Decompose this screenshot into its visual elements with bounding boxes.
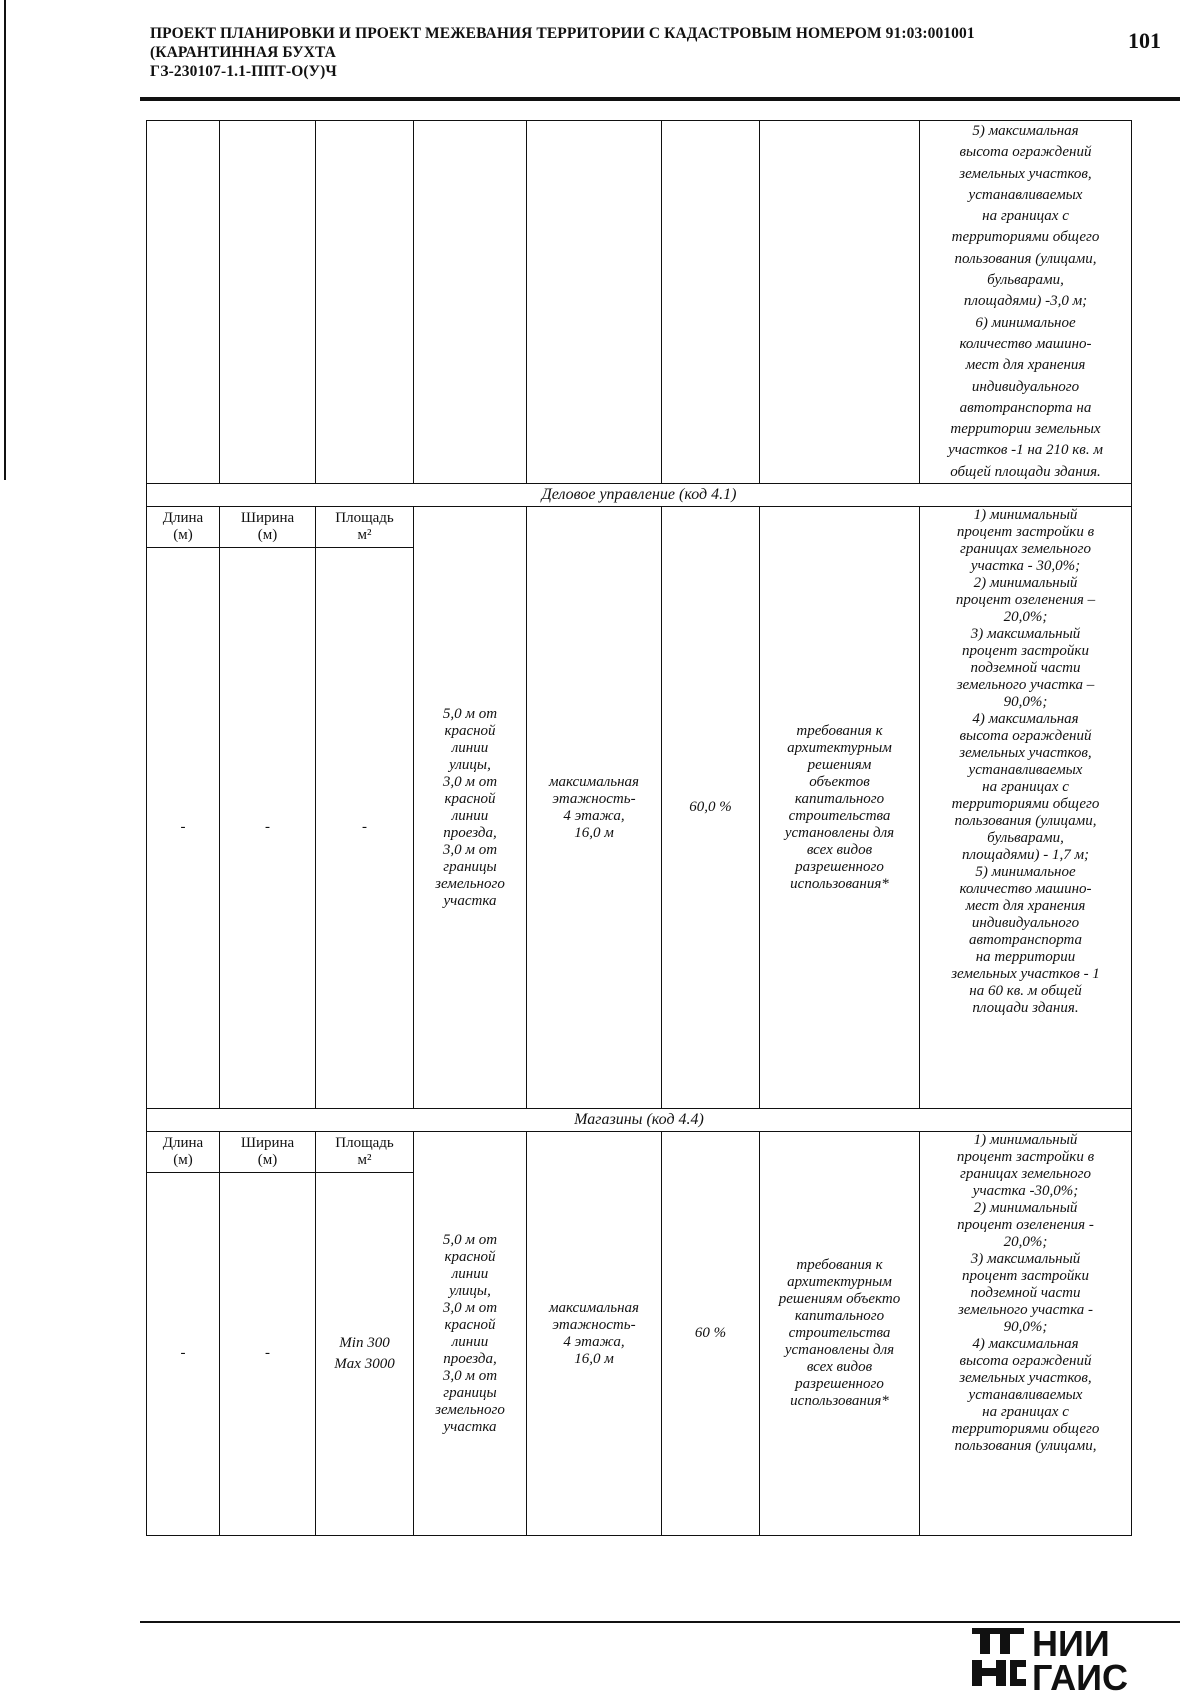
continuation-requirement-line: участков -1 на 210 кв. м	[948, 442, 1103, 459]
logo-mark-icon	[972, 1628, 1026, 1686]
dimension-header-row	[147, 507, 1132, 548]
continuation-requirement-line: высота ограждений	[959, 144, 1092, 161]
setback-line: линии	[451, 807, 489, 824]
architecture-line: всех видов	[806, 841, 873, 858]
requirement-line: площадями) - 1,7 м;	[961, 847, 1090, 864]
floors-cell	[527, 507, 662, 1109]
header-title-line-2: (КАРАНТИННАЯ БУХТА	[150, 44, 336, 61]
requirement-line: 4) максимальная	[972, 711, 1079, 728]
requirement-line: 20,0%;	[1003, 609, 1048, 626]
architecture-line: решениям	[807, 756, 872, 773]
requirement-line: процент застройки в	[956, 524, 1095, 541]
page-number: 101	[1128, 28, 1161, 53]
setback-cell	[414, 1132, 527, 1536]
setback-line: земельного	[435, 875, 505, 892]
requirement-line: участка - 30,0%;	[970, 558, 1081, 575]
setback-line: 3,0 м от	[442, 841, 498, 858]
architecture-line: всех видов	[806, 1359, 873, 1376]
length-value: -	[147, 1173, 220, 1536]
requirement-line: процент застройки	[962, 643, 1089, 660]
setback-line: участка	[443, 892, 497, 909]
width-value: -	[220, 1173, 316, 1536]
area-value: Min 300 Max 3000	[316, 1173, 414, 1536]
architecture-line: установлены для	[784, 1342, 895, 1359]
setback-line: земельного	[435, 1401, 505, 1418]
architecture-line: использования*	[790, 1393, 889, 1410]
requirements-cell	[920, 1132, 1132, 1536]
architecture-line: капитального	[794, 790, 885, 807]
floors-line: этажность-	[552, 790, 636, 807]
page-header	[150, 24, 1070, 81]
length-header: Длина (м)	[147, 507, 220, 548]
requirement-line: пользования (улицами,	[954, 813, 1097, 830]
requirement-line: 2) минимальный	[973, 575, 1078, 592]
header-title-line-1: ПРОЕКТ ПЛАНИРОВКИ И ПРОЕКТ МЕЖЕВАНИЯ ТЕРРИТОРИИ С КАДАСТРОВЫМ НОМЕРОМ 91:03:001001	[150, 25, 975, 42]
continuation-requirement-line: устанавливаемых	[968, 186, 1083, 203]
setback-line: 3,0 м от	[442, 1299, 498, 1316]
continuation-requirement-line: индивидуального	[971, 378, 1080, 395]
architecture-line: использования*	[790, 875, 889, 892]
continuation-requirement-line: мест для хранения	[965, 357, 1086, 374]
width-header: Ширина (м)	[220, 1132, 316, 1173]
floors-line: этажность-	[552, 1316, 636, 1333]
requirement-line: процент застройки в	[956, 1149, 1095, 1166]
requirement-line: земельных участков,	[959, 745, 1092, 762]
logo-text-gais: ГАИС	[1032, 1657, 1129, 1694]
continuation-requirement-line: автотранспорта на	[959, 399, 1092, 416]
setback-line: красной	[444, 1316, 496, 1333]
architecture-line: решениям объекто	[778, 1291, 901, 1308]
architecture-line: разрешенного	[795, 858, 884, 875]
requirement-line: 20,0%;	[1003, 1234, 1048, 1251]
setback-line: 5,0 м от	[442, 1231, 498, 1248]
requirements-cell	[920, 507, 1132, 1109]
setback-line: улицы,	[449, 1282, 491, 1299]
setback-line: 5,0 м от	[442, 705, 498, 722]
setback-line: проезда,	[443, 1350, 497, 1367]
floors-line: 4 этажа,	[563, 807, 625, 824]
requirement-line: 2) минимальный	[973, 1200, 1078, 1217]
area-header: Площадь м²	[316, 507, 414, 548]
architecture-line: архитектурным	[787, 1274, 892, 1291]
requirement-line: процент застройки	[962, 1268, 1089, 1285]
requirement-line: 5) минимальное	[975, 864, 1076, 881]
requirement-line: устанавливаемых	[968, 762, 1083, 779]
requirement-line: мест для хранения	[965, 898, 1086, 915]
dimension-header-row	[147, 1132, 1132, 1173]
requirement-line: земельного участка –	[956, 677, 1095, 694]
requirement-line: высота ограждений	[959, 728, 1092, 745]
requirement-line: на территории	[975, 949, 1076, 966]
floors-line: 16,0 м	[574, 1350, 614, 1367]
setback-line: границы	[443, 1384, 497, 1401]
architecture-line: разрешенного	[795, 1376, 884, 1393]
continuation-requirements	[920, 121, 1132, 484]
requirement-line: на границах с	[982, 779, 1069, 796]
regulations-table	[146, 120, 1132, 1536]
requirement-line: на границах с	[982, 1404, 1069, 1421]
area-header: Площадь м²	[316, 1132, 414, 1173]
width-header: Ширина (м)	[220, 507, 316, 548]
architecture-line: требования к	[796, 1257, 883, 1274]
coverage-cell: 60 %	[662, 1132, 760, 1536]
continuation-requirement-line: 6) минимальное	[975, 314, 1076, 331]
floors-line: максимальная	[548, 1299, 640, 1316]
requirement-line: 1) минимальный	[973, 1132, 1078, 1149]
setback-line: красной	[444, 1248, 496, 1265]
requirement-line: 3) максимальный	[970, 1251, 1081, 1268]
coverage-cell: 60,0 %	[662, 507, 760, 1109]
continuation-requirement-line: территориями общего	[951, 229, 1100, 246]
requirement-line: участка -30,0%;	[972, 1183, 1079, 1200]
requirement-line: процент озеленения –	[955, 592, 1096, 609]
requirement-line: границах земельного	[959, 541, 1092, 558]
requirement-line: высота ограждений	[959, 1353, 1092, 1370]
floors-cell	[527, 1132, 662, 1536]
logo-text-nii: НИИ	[1032, 1624, 1110, 1664]
floors-line: максимальная	[548, 773, 640, 790]
section-title-row	[147, 1109, 1132, 1132]
requirement-line: подземной части	[970, 660, 1081, 677]
header-document-code: ГЗ-230107-1.1-ППТ-О(У)Ч	[150, 63, 337, 80]
section-title-business: Деловое управление (код 4.1)	[147, 484, 1132, 507]
architecture-line: требования к	[796, 722, 883, 739]
requirement-line: территориями общего	[951, 1421, 1100, 1438]
continuation-requirement-line: площадями) -3,0 м;	[963, 293, 1088, 310]
architecture-line: капитального	[794, 1308, 885, 1325]
setback-line: красной	[444, 722, 496, 739]
continuation-requirement-line: бульварами,	[987, 272, 1064, 289]
continuation-requirement-line: 5) максимальная	[972, 123, 1079, 139]
architecture-line: установлены для	[784, 824, 895, 841]
requirement-line: территориями общего	[951, 796, 1100, 813]
setback-line: 3,0 м от	[442, 773, 498, 790]
setback-line: проезда,	[443, 824, 497, 841]
binding-line	[4, 0, 6, 480]
requirement-line: устанавливаемых	[968, 1387, 1083, 1404]
nii-gais-logo	[970, 1624, 1170, 1694]
footer-rule	[140, 1621, 1180, 1623]
requirement-line: количество машино-	[959, 881, 1092, 898]
section-title-shops: Магазины (код 4.4)	[147, 1109, 1132, 1132]
setback-line: линии	[451, 739, 489, 756]
header-rule	[140, 97, 1180, 101]
setback-line: границы	[443, 858, 497, 875]
architecture-line: объектов	[809, 773, 870, 790]
architecture-cell	[760, 507, 920, 1109]
setback-line: 3,0 м от	[442, 1367, 498, 1384]
requirement-line: пользования (улицами,	[954, 1438, 1097, 1455]
requirement-line: автотранспорта	[968, 932, 1083, 949]
requirement-line: бульварами,	[987, 830, 1064, 847]
section-title-row	[147, 484, 1132, 507]
setback-cell	[414, 507, 527, 1109]
setback-line: участка	[443, 1418, 497, 1435]
requirement-line: индивидуального	[971, 915, 1080, 932]
requirement-line: 4) максимальная	[972, 1336, 1079, 1353]
length-header: Длина (м)	[147, 1132, 220, 1173]
architecture-line: строительства	[788, 807, 891, 824]
width-value: -	[220, 548, 316, 1109]
setback-line: линии	[451, 1265, 489, 1282]
length-value: -	[147, 548, 220, 1109]
requirement-line: процент озеленения -	[957, 1217, 1094, 1234]
continuation-requirement-line: на границах с	[982, 208, 1069, 225]
continuation-row	[147, 121, 1132, 484]
requirement-line: земельного участка -	[957, 1302, 1094, 1319]
area-value: -	[316, 548, 414, 1109]
setback-line: красной	[444, 790, 496, 807]
requirement-line: 90,0%;	[1003, 1319, 1048, 1336]
floors-line: 16,0 м	[574, 824, 614, 841]
architecture-cell	[760, 1132, 920, 1536]
requirement-line: на 60 кв. м общей	[969, 983, 1082, 1000]
continuation-requirement-line: территории земельных	[950, 421, 1101, 438]
continuation-requirement-line: общей площади здания.	[950, 463, 1101, 480]
requirement-line: 3) максимальный	[970, 626, 1081, 643]
architecture-line: архитектурным	[787, 739, 892, 756]
requirement-line: 1) минимальный	[973, 507, 1078, 524]
requirement-line: 90,0%;	[1003, 694, 1048, 711]
requirement-line: земельных участков,	[959, 1370, 1092, 1387]
setback-line: улицы,	[449, 756, 491, 773]
requirement-line: подземной части	[970, 1285, 1081, 1302]
setback-line: линии	[451, 1333, 489, 1350]
floors-line: 4 этажа,	[563, 1333, 625, 1350]
requirement-line: земельных участков - 1	[951, 966, 1100, 983]
architecture-line: строительства	[788, 1325, 891, 1342]
continuation-requirement-line: количество машино-	[959, 335, 1092, 352]
requirement-line: границах земельного	[959, 1166, 1092, 1183]
continuation-requirement-line: пользования (улицами,	[954, 250, 1097, 267]
requirement-line: площади здания.	[972, 1000, 1079, 1017]
continuation-requirement-line: земельных участков,	[959, 165, 1092, 182]
